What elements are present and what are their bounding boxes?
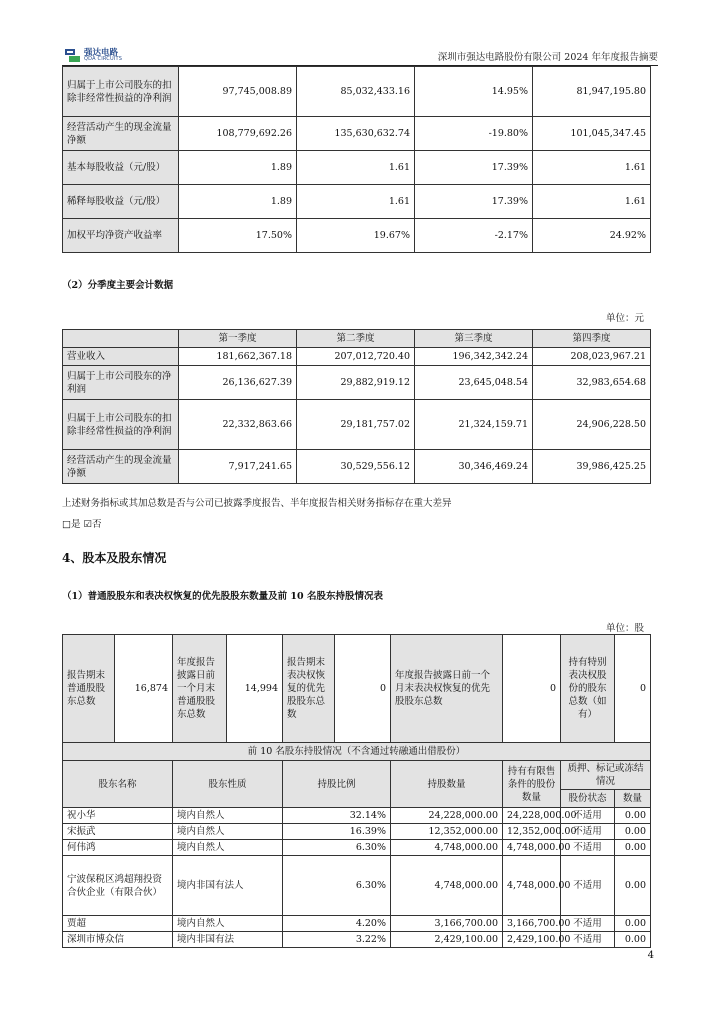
pledge-status: 不适用 bbox=[561, 824, 615, 840]
top10-title: 前 10 名股东持股情况（不含通过转融通出借股份） bbox=[63, 743, 651, 761]
shareholder-nature: 境内非国有法人 bbox=[173, 856, 283, 916]
shareholder-qty: 24,228,000.00 bbox=[391, 808, 503, 824]
cell: 29,882,919.12 bbox=[297, 366, 415, 400]
shareholder-ratio: 6.30% bbox=[283, 856, 391, 916]
pledge-qty: 0.00 bbox=[615, 824, 651, 840]
section-title-quarterly: （2）分季度主要会计数据 bbox=[62, 280, 174, 291]
table-row bbox=[63, 932, 651, 948]
header-cell: 持股数量 bbox=[391, 761, 503, 808]
summary-label: 年度报告披露日前一个月末表决权恢复的优先股股东总数 bbox=[391, 635, 503, 743]
summary-value: 0 bbox=[503, 635, 561, 743]
shareholder-ratio: 4.20% bbox=[283, 916, 391, 932]
cell: 97,745,008.89 bbox=[179, 67, 297, 117]
shareholder-qty: 4,748,000.00 bbox=[391, 840, 503, 856]
cell: -2.17% bbox=[415, 219, 533, 253]
table-row bbox=[63, 366, 651, 400]
table-row bbox=[63, 117, 651, 151]
summary-value: 0 bbox=[335, 635, 391, 743]
table-row bbox=[63, 856, 651, 916]
cell: 7,917,241.65 bbox=[179, 450, 297, 484]
cell: 24.92% bbox=[533, 219, 651, 253]
cell: 135,630,632.74 bbox=[297, 117, 415, 151]
top10-title-row bbox=[63, 743, 651, 761]
shareholder-qty: 4,748,000.00 bbox=[391, 856, 503, 916]
cell: -19.80% bbox=[415, 117, 533, 151]
cell: 101,045,347.45 bbox=[533, 117, 651, 151]
shareholder-restricted: 4,748,000.00 bbox=[503, 856, 561, 916]
cell: 39,986,425.25 bbox=[533, 450, 651, 484]
pledge-status: 不适用 bbox=[561, 916, 615, 932]
cell: 1.89 bbox=[179, 185, 297, 219]
shareholder-nature: 境内自然人 bbox=[173, 824, 283, 840]
disclosure-note: 上述财务指标或其加总数是否与公司已披露季度报告、半年度报告相关财务指标存在重大差异 bbox=[62, 498, 452, 509]
header-cell: 股东名称 bbox=[63, 761, 173, 808]
cell: 32,983,654.68 bbox=[533, 366, 651, 400]
pledge-status: 不适用 bbox=[561, 932, 615, 948]
shareholder-nature: 境内自然人 bbox=[173, 808, 283, 824]
table-row bbox=[63, 67, 651, 117]
header-cell: 第二季度 bbox=[297, 330, 415, 348]
quarterly-table bbox=[62, 329, 651, 484]
shareholder-restricted: 3,166,700.00 bbox=[503, 916, 561, 932]
shareholder-ratio: 16.39% bbox=[283, 824, 391, 840]
shareholder-restricted: 12,352,000.00 bbox=[503, 824, 561, 840]
page-header bbox=[62, 44, 658, 66]
unit-label: 单位：股 bbox=[605, 623, 644, 634]
header-cell: 质押、标记或冻结情况 bbox=[561, 761, 651, 790]
page-number: 4 bbox=[647, 950, 654, 961]
section-title-shares: 4、股本及股东情况 bbox=[62, 551, 167, 565]
disclosure-choice: □是 ☑否 bbox=[62, 519, 102, 530]
table-row bbox=[63, 400, 651, 450]
section-subtitle-shares: （1）普通股股东和表决权恢复的优先股股东数量及前 10 名股东持股情况表 bbox=[62, 591, 383, 602]
cell: 1.61 bbox=[533, 151, 651, 185]
shareholder-nature: 境内自然人 bbox=[173, 840, 283, 856]
shareholder-ratio: 6.30% bbox=[283, 840, 391, 856]
shareholder-qty: 12,352,000.00 bbox=[391, 824, 503, 840]
pledge-qty: 0.00 bbox=[615, 916, 651, 932]
shareholder-name: 贾超 bbox=[63, 916, 173, 932]
shareholder-name: 宋振武 bbox=[63, 824, 173, 840]
row-label: 营业收入 bbox=[63, 348, 179, 366]
header-cell: 第三季度 bbox=[415, 330, 533, 348]
cell: 207,012,720.40 bbox=[297, 348, 415, 366]
logo-text-en: QDA CIRCUITS bbox=[84, 56, 123, 62]
table-row bbox=[63, 808, 651, 824]
table-row bbox=[63, 450, 651, 484]
pledge-status: 不适用 bbox=[561, 840, 615, 856]
cell: 208,023,967.21 bbox=[533, 348, 651, 366]
cell: 85,032,433.16 bbox=[297, 67, 415, 117]
summary-value: 16,874 bbox=[115, 635, 173, 743]
row-label: 经营活动产生的现金流量净额 bbox=[63, 450, 179, 484]
table-row bbox=[63, 348, 651, 366]
cell: 22,332,863.66 bbox=[179, 400, 297, 450]
summary-value: 14,994 bbox=[227, 635, 283, 743]
shareholders-table bbox=[62, 634, 651, 948]
key-metrics-table bbox=[62, 66, 651, 253]
cell: 26,136,627.39 bbox=[179, 366, 297, 400]
row-label: 基本每股收益（元/股） bbox=[63, 151, 179, 185]
shareholder-name: 深圳市博众信 bbox=[63, 932, 173, 948]
shareholder-qty: 2,429,100.00 bbox=[391, 932, 503, 948]
table-row bbox=[63, 916, 651, 932]
cell: 181,662,367.18 bbox=[179, 348, 297, 366]
header-cell: 第四季度 bbox=[533, 330, 651, 348]
row-label: 归属于上市公司股东的扣除非经常性损益的净利润 bbox=[63, 67, 179, 117]
row-label: 稀释每股收益（元/股） bbox=[63, 185, 179, 219]
row-label: 加权平均净资产收益率 bbox=[63, 219, 179, 253]
cell: 196,342,342.24 bbox=[415, 348, 533, 366]
cell: 1.61 bbox=[297, 151, 415, 185]
summary-label: 报告期末表决权恢复的优先股股东总数 bbox=[283, 635, 335, 743]
shareholder-restricted: 2,429,100.00 bbox=[503, 932, 561, 948]
cell: 14.95% bbox=[415, 67, 533, 117]
pledge-qty: 0.00 bbox=[615, 808, 651, 824]
cell: 1.61 bbox=[533, 185, 651, 219]
cell: 29,181,757.02 bbox=[297, 400, 415, 450]
table-header-row bbox=[63, 330, 651, 348]
cell: 19.67% bbox=[297, 219, 415, 253]
summary-label: 年度报告披露日前一个月末普通股股东总数 bbox=[173, 635, 227, 743]
logo-mark-icon bbox=[64, 47, 82, 65]
cell: 21,324,159.71 bbox=[415, 400, 533, 450]
pledge-status: 不适用 bbox=[561, 856, 615, 916]
row-label: 归属于上市公司股东的净利润 bbox=[63, 366, 179, 400]
shareholder-restricted: 4,748,000.00 bbox=[503, 840, 561, 856]
table-row bbox=[63, 824, 651, 840]
cell: 1.61 bbox=[297, 185, 415, 219]
shareholder-restricted: 24,228,000.00 bbox=[503, 808, 561, 824]
table-row bbox=[63, 840, 651, 856]
pledge-qty: 0.00 bbox=[615, 840, 651, 856]
cell: 81,947,195.80 bbox=[533, 67, 651, 117]
table-header-row bbox=[63, 761, 651, 790]
header-title: 深圳市强达电路股份有限公司 2024 年年度报告摘要 bbox=[437, 52, 658, 63]
table-row bbox=[63, 185, 651, 219]
header-cell bbox=[63, 330, 179, 348]
cell: 30,346,469.24 bbox=[415, 450, 533, 484]
pledge-qty: 0.00 bbox=[615, 856, 651, 916]
shareholder-nature: 境内自然人 bbox=[173, 916, 283, 932]
cell: 24,906,228.50 bbox=[533, 400, 651, 450]
header-cell: 第一季度 bbox=[179, 330, 297, 348]
cell: 108,779,692.26 bbox=[179, 117, 297, 151]
row-label: 归属于上市公司股东的扣除非经常性损益的净利润 bbox=[63, 400, 179, 450]
cell: 17.50% bbox=[179, 219, 297, 253]
header-cell: 数量 bbox=[615, 790, 651, 808]
company-logo bbox=[64, 47, 154, 65]
unit-label: 单位：元 bbox=[605, 313, 644, 324]
summary-label: 报告期末普通股股东总数 bbox=[63, 635, 115, 743]
shareholder-name: 宁波保税区鸿超翔投资合伙企业（有限合伙） bbox=[63, 856, 173, 916]
shareholder-ratio: 3.22% bbox=[283, 932, 391, 948]
summary-row bbox=[63, 635, 651, 743]
pledge-qty: 0.00 bbox=[615, 932, 651, 948]
cell: 1.89 bbox=[179, 151, 297, 185]
shareholder-name: 祝小华 bbox=[63, 808, 173, 824]
cell: 30,529,556.12 bbox=[297, 450, 415, 484]
pledge-status: 不适用 bbox=[561, 808, 615, 824]
shareholder-nature: 境内非国有法 bbox=[173, 932, 283, 948]
summary-value: 0 bbox=[615, 635, 651, 743]
header-cell: 持股比例 bbox=[283, 761, 391, 808]
shareholder-ratio: 32.14% bbox=[283, 808, 391, 824]
cell: 17.39% bbox=[415, 151, 533, 185]
header-cell: 股份状态 bbox=[561, 790, 615, 808]
summary-label: 持有特别表决权股份的股东总数（如有） bbox=[561, 635, 615, 743]
table-row bbox=[63, 151, 651, 185]
cell: 17.39% bbox=[415, 185, 533, 219]
header-cell: 股东性质 bbox=[173, 761, 283, 808]
logo-text-cn: 强达电路 bbox=[84, 48, 119, 58]
cell: 23,645,048.54 bbox=[415, 366, 533, 400]
table-row bbox=[63, 219, 651, 253]
row-label: 经营活动产生的现金流量净额 bbox=[63, 117, 179, 151]
header-cell: 持有有限售条件的股份数量 bbox=[503, 761, 561, 808]
shareholder-name: 何伟鸿 bbox=[63, 840, 173, 856]
shareholder-qty: 3,166,700.00 bbox=[391, 916, 503, 932]
